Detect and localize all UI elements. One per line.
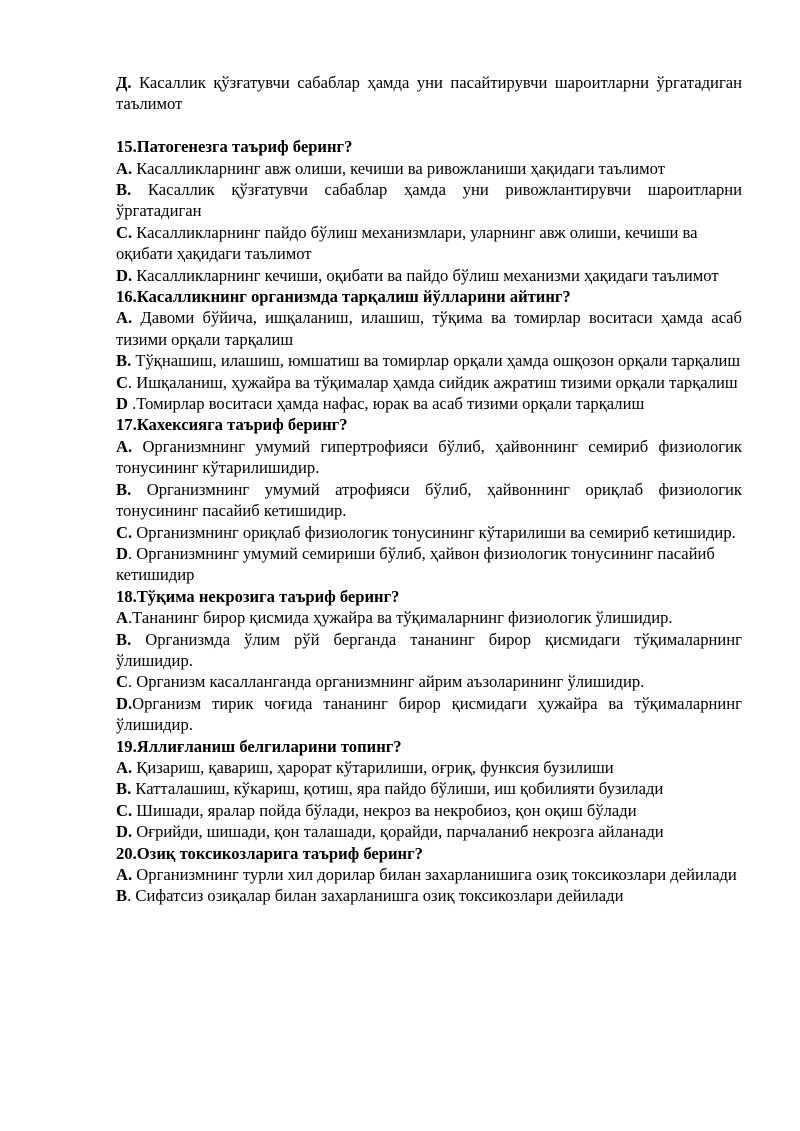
option-c bbox=[116, 522, 742, 543]
option-a bbox=[116, 864, 742, 885]
option-text: Касалликларнинг пайдо бўлиш механизмлари, уларнинг авж олиши, кечиши ва оқибати ҳақидаги таълимот bbox=[116, 222, 698, 264]
option-text: Организмнинг умумий атрофияси бўлиб, ҳайвоннинг ориқлаб физиологик тонусининг пасайиб кетишидир. bbox=[116, 479, 742, 521]
option-a bbox=[116, 607, 742, 628]
option-d bbox=[116, 543, 742, 586]
option-letter: C bbox=[116, 372, 128, 392]
paragraph-gap bbox=[116, 115, 742, 136]
option-text: Қизариш, қавариш, ҳарорат кўтарилиши, оғриқ, функсия бузилиши bbox=[132, 757, 614, 777]
option-text: . Ишқаланиш, ҳужайра ва тўқималар ҳамда сийдик ажратиш тизими орқали тарқалиш bbox=[127, 372, 738, 392]
question-block-16 bbox=[116, 286, 742, 414]
option-letter: C bbox=[116, 672, 128, 692]
question-title: 19.Яллиғланиш белгиларини топинг? bbox=[116, 736, 402, 756]
option-letter: C. bbox=[116, 222, 133, 242]
question-title: 20.Озиқ токсикозларига таъриф беринг? bbox=[116, 843, 423, 863]
question-block-19 bbox=[116, 736, 742, 843]
question-title: 15.Патогенезга таъриф беринг? bbox=[116, 137, 353, 157]
option-text: Организм тирик чоғида тананинг бирор қисмидаги ҳужайра ва тўқималарнинг ўлишидир. bbox=[116, 693, 742, 735]
option-letter: A. bbox=[116, 308, 133, 328]
option-b bbox=[116, 479, 742, 522]
option-a bbox=[116, 307, 742, 350]
option-text: .Тананинг бирор қисмида ҳужайра ва тўқималарнинг физиологик ўлишидир. bbox=[127, 608, 673, 628]
option-letter: A bbox=[116, 608, 128, 628]
question-block-17 bbox=[116, 414, 742, 585]
option-c bbox=[116, 671, 742, 692]
option-text: Шишади, яралар пойда бўлади, некроз ва некробиоз, қон оқиш бўлади bbox=[132, 800, 637, 820]
option-letter: Д. bbox=[116, 73, 132, 92]
option-letter: C. bbox=[116, 522, 133, 542]
option-letter: B bbox=[116, 886, 128, 906]
option-c bbox=[116, 800, 742, 821]
intro-option bbox=[116, 72, 742, 115]
option-letter: D. bbox=[116, 265, 133, 285]
option-text: Касаллик қўзғатувчи сабаблар ҳамда уни ривожлантирувчи шароитларни ўргатадиган bbox=[116, 180, 742, 221]
option-d bbox=[116, 393, 742, 414]
option-text: Организмнинг турли хил дорилар билан захарланишига озиқ токсикозлари дейилади bbox=[132, 865, 737, 885]
option-d bbox=[116, 265, 742, 286]
question-block-20 bbox=[116, 843, 742, 907]
option-a bbox=[116, 436, 742, 479]
option-text: Касалликларнинг авж олиши, кечиши ва ривожланиши ҳақидаги таълимот bbox=[132, 158, 666, 178]
option-letter: A. bbox=[116, 158, 133, 178]
option-c bbox=[116, 372, 742, 393]
option-text: Организмнинг умумий гипертрофияси бўлиб, ҳайвоннинг семириб физиологик тонусининг кўтарилишидир. bbox=[116, 436, 742, 478]
option-a bbox=[116, 757, 742, 778]
option-letter: A. bbox=[116, 865, 133, 885]
option-text: . Организм касалланганда организмнинг айрим аъзоларининг ўлишидир. bbox=[127, 672, 645, 692]
option-letter: D bbox=[116, 394, 128, 414]
option-letter: B. bbox=[116, 629, 132, 649]
option-b bbox=[116, 629, 742, 672]
option-letter: B. bbox=[116, 479, 132, 499]
question-title: 17.Кахексияга таъриф беринг? bbox=[116, 415, 348, 435]
option-text: .Томирлар воситаси ҳамда нафас, юрак ва асаб тизими орқали тарқалиш bbox=[127, 394, 645, 414]
option-letter: B. bbox=[116, 351, 132, 371]
option-b bbox=[116, 778, 742, 799]
option-letter: C. bbox=[116, 800, 133, 820]
option-letter: B. bbox=[116, 779, 132, 799]
option-c bbox=[116, 222, 742, 265]
option-text: Касаллик қўзғатувчи сабаблар ҳамда уни пасайтирувчи шароитларни ўргатадиган таълимот bbox=[116, 73, 742, 114]
option-text: Оғрийди, шишади, қон талашади, қорайди, парчаланиб некрозга айланади bbox=[132, 822, 664, 842]
question-block-15 bbox=[116, 136, 742, 286]
option-letter: D. bbox=[116, 822, 133, 842]
document-page bbox=[116, 72, 742, 907]
option-text: Организмнинг ориқлаб физиологик тонусининг кўтарилиши ва семириб кетишидир. bbox=[132, 522, 736, 542]
option-a bbox=[116, 158, 742, 179]
option-b bbox=[116, 350, 742, 371]
question-block-18 bbox=[116, 586, 742, 736]
option-d bbox=[116, 821, 742, 842]
option-letter: B. bbox=[116, 180, 132, 200]
option-text: Катталашиш, кўкариш, қотиш, яра пайдо бўлиши, иш қобилияти бузилади bbox=[131, 779, 664, 799]
option-letter: A. bbox=[116, 757, 133, 777]
option-text: Давоми бўйича, ишқаланиш, илашиш, тўқима ва томирлар воситаси ҳамда асаб тизими орқали тарқалиш bbox=[116, 308, 742, 349]
option-letter: D bbox=[116, 543, 128, 563]
question-title: 18.Тўқима некрозига таъриф беринг? bbox=[116, 586, 400, 606]
option-b bbox=[116, 179, 742, 222]
option-text: . Сифатсиз озиқалар билан захарланишга озиқ токсикозлари дейилади bbox=[127, 886, 624, 906]
option-text: Касалликларнинг кечиши, оқибати ва пайдо бўлиш механизми ҳақидаги таълимот bbox=[132, 265, 719, 285]
option-text: . Организмнинг умумий семириши бўлиб, ҳайвон физиологик тонусининг пасайиб кетишидир bbox=[116, 543, 715, 585]
question-title: 16.Касалликнинг организмда тарқалиш йўлларини айтинг? bbox=[116, 287, 571, 307]
option-b bbox=[116, 885, 742, 906]
option-text: Тўқнашиш, илашиш, юмшатиш ва томирлар орқали ҳамда ошқозон орқали тарқалиш bbox=[131, 351, 741, 371]
option-d bbox=[116, 693, 742, 736]
option-text: Организмда ўлим рўй берганда тананинг бирор қисмидаги тўқималарнинг ўлишидир. bbox=[116, 629, 742, 670]
option-letter: A. bbox=[116, 436, 133, 456]
option-letter: D. bbox=[116, 693, 133, 713]
